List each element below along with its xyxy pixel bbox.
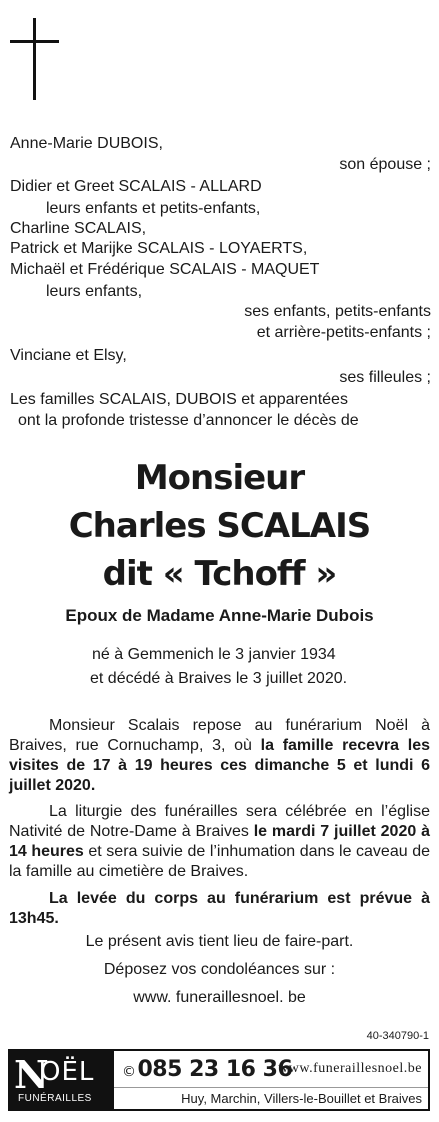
- paragraph-liturgy: La liturgie des funérailles sera célébrée en l’église Nativité de Notre-Dame à Braives le mardi 7 juillet 2020 à 14 heures et sera suivie de l’inhumation dans le caveau de la famille au cimetière de Braives.: [9, 803, 430, 880]
- logo-subtitle: FUNÉRAILLES: [18, 1093, 92, 1104]
- birth-line: né à Gemmenich le 3 janvier 1934: [92, 646, 336, 663]
- phone-text: 085 23 16 36: [137, 1057, 293, 1082]
- death-line: et décédé à Braives le 3 juillet 2020.: [90, 670, 348, 687]
- mourner-line: son épouse ;: [339, 156, 431, 173]
- logo-name: OËL: [40, 1057, 95, 1087]
- paragraph-departure: La levée du corps au funérarium est prévue à 13h45.: [9, 890, 430, 927]
- footer-ad: [8, 1049, 430, 1111]
- mourner-line: Vinciane et Elsy,: [10, 347, 127, 364]
- mourner-line: Didier et Greet SCALAIS - ALLARD: [10, 178, 262, 195]
- deceased-nickname: dit « Tchoff »: [102, 554, 337, 594]
- logo: [10, 1051, 114, 1109]
- footer-website-link[interactable]: www.funeraillesnoel.be: [278, 1061, 422, 1076]
- phone-number[interactable]: [122, 1057, 292, 1085]
- mourner-line: Anne-Marie DUBOIS,: [10, 135, 163, 152]
- mourner-line: ses enfants, petits-enfants: [244, 303, 431, 320]
- website-link[interactable]: www. funeraillesnoel. be: [133, 989, 306, 1006]
- logo-initial: N: [14, 1052, 49, 1097]
- mourner-line: leurs enfants,: [46, 283, 143, 300]
- mourner-line: Les familles SCALAIS, DUBOIS et apparentées: [10, 391, 348, 408]
- mourner-line: Charline SCALAIS,: [10, 220, 147, 237]
- deceased-name: Charles SCALAIS: [68, 506, 371, 546]
- condolences-line: Déposez vos condoléances sur :: [103, 961, 336, 978]
- deceased-title: Monsieur: [134, 458, 305, 498]
- phone-icon: ©: [122, 1064, 136, 1080]
- notice-line: Le présent avis tient lieu de faire-part.: [85, 933, 354, 950]
- reference-number: 40-340790-1: [366, 1030, 429, 1042]
- mourner-line: Michaël et Frédérique SCALAIS - MAQUET: [10, 261, 320, 278]
- mourner-line: et arrière-petits-enfants ;: [256, 324, 431, 341]
- locations: Huy, Marchin, Villers-le-Bouillet et Braives: [114, 1087, 428, 1109]
- mourner-line: Patrick et Marijke SCALAIS - LOYAERTS,: [10, 240, 308, 257]
- mourner-line: ses filleules ;: [339, 369, 431, 386]
- paragraph-visitation: Monsieur Scalais repose au funérarium Noël à Braives, rue Cornuchamp, 3, où la famille recevra les visites de 17 à 19 heures ces dimanche 5 et lundi 6 juillet 2020.: [9, 717, 430, 794]
- mourner-line: leurs enfants et petits-enfants,: [46, 200, 261, 217]
- mourner-line: ont la profonde tristesse d’annoncer le décès de: [18, 412, 359, 429]
- spouse-line: Epoux de Madame Anne-Marie Dubois: [65, 606, 374, 625]
